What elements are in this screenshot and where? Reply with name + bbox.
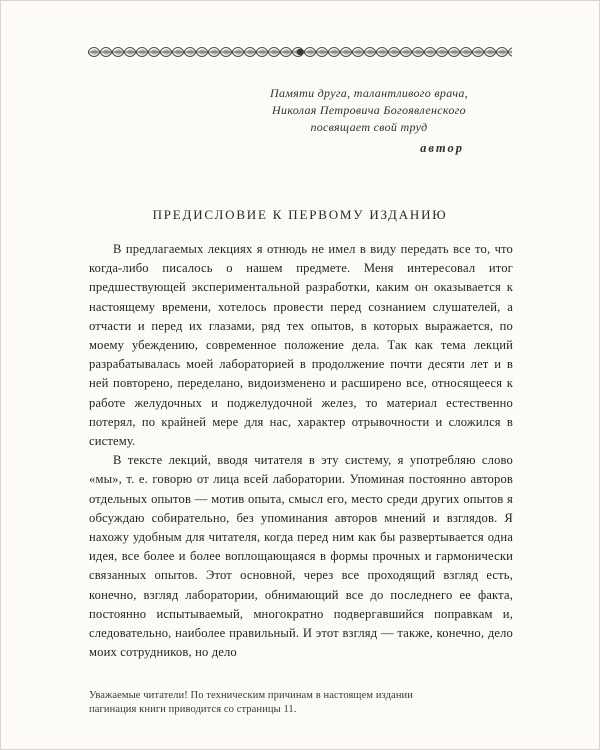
dedication-line: Памяти друга, талантливого врача, (270, 86, 468, 100)
paragraph: В тексте лекций, вводя читателя в эту систему, я употребляю слово «мы», т. е. говорю от лица всей лаборатории. Упоминая постоянно авторов отдельных опытов — мотив опыта, смысл его, место среди других опытов я обсуждаю собирательно, без упоминания авторов мнений и взглядов. Я нахожу удобным для читателя, когда перед ним как бы развертывается одна идея, все более и более воплощающаяся в формы прочных и гармонически связанных опытов. Этот основной, через все проходящий взгляд есть, конечно, взгляд лаборатории, обнимающий все до последнего ее факта, постоянно испытываемый, многократно подвергавшийся поправкам и, следовательно, наиболее правильный. И этот взгляд — также, конечно, дело моих сотрудников, но дело (89, 453, 513, 660)
dedication-line: Николая Петровича Богоявленского (272, 103, 466, 117)
dedication-block (229, 85, 509, 157)
dedication-line: посвящает свой труд (310, 120, 428, 134)
publisher-footnote (89, 689, 513, 717)
footnote-line: пагинация книги приводится со страницы 11. (89, 704, 297, 715)
preface-body (89, 240, 513, 662)
laurel-garland-ornament (88, 45, 512, 64)
paragraph: В предлагаемых лекциях я отнюдь не имел в виду передать все то, что когда-либо писалось о нашем предмете. Меня интересовал итог предшествующей экспериментальной разработки, каким он оказывается к настоящему времени, хотелось провести перед сознанием слушателей, а отчасти и перед их глазами, ряд тех опытов, в которых выражается, по моему убеждению, современное положение дела. Так как тема лекций разрабатывалась моей лабораторией в продолжение почти десяти лет и в ней повторено, переделано, видоизменено и расширено все, относящееся к работе желудочных и поджелудочной желез, то материал естественно потерял, по крайней мере для нас, характер отрывочности и сложился в систему. (89, 242, 513, 449)
preface-heading: ПРЕДИСЛОВИЕ К ПЕРВОМУ ИЗДАНИЮ (152, 207, 448, 222)
footnote-line: Уважаемые читатели! По техническим причинам в настоящем издании (89, 690, 413, 701)
dedication-signature: автор (420, 141, 464, 155)
